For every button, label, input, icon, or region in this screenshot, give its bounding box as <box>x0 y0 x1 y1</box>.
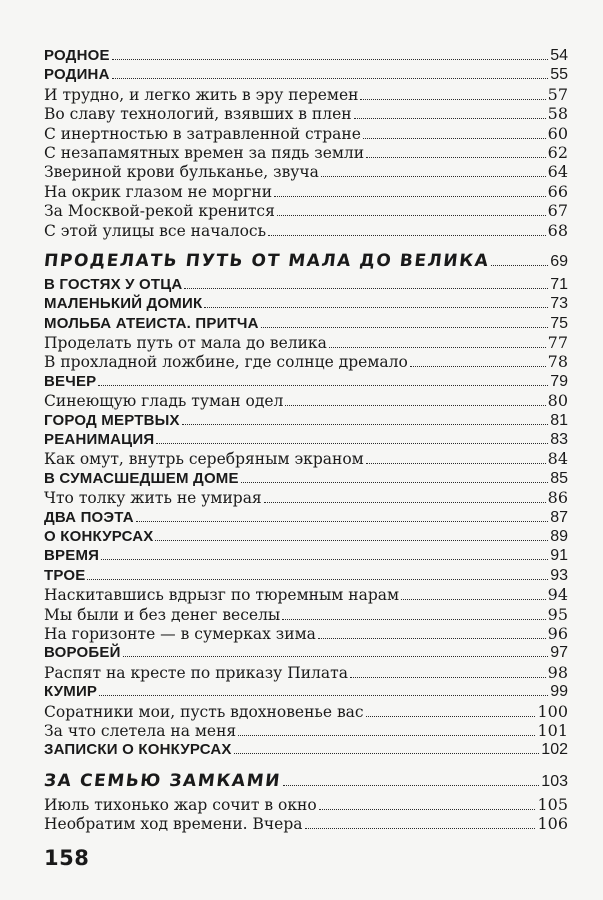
toc-entry <box>44 643 568 662</box>
toc-entry-title: На окрик глазом не моргни <box>44 182 273 201</box>
toc-section-heading <box>44 767 568 795</box>
dot-leader <box>360 99 545 100</box>
toc-entry <box>44 314 568 333</box>
dot-leader <box>354 118 546 119</box>
toc-entry <box>44 65 568 84</box>
toc-entry <box>44 221 568 240</box>
toc-entry <box>44 411 568 430</box>
toc-entry-page: 68 <box>547 220 568 240</box>
toc-entry-page: 94 <box>547 585 568 605</box>
toc-entry-title: ВЕЧЕР <box>44 372 97 390</box>
toc-entry-page: 89 <box>550 527 568 545</box>
dot-leader <box>112 78 549 79</box>
toc-entry-title: С инертностью в затравленной стране <box>44 124 361 143</box>
toc-entry-title: МОЛЬБА АТЕИСТА. ПРИТЧА <box>44 314 259 332</box>
dot-leader <box>112 59 549 60</box>
toc-entry-page: 99 <box>550 683 568 701</box>
toc-section-heading <box>44 247 568 275</box>
toc-entry-page: 102 <box>541 741 568 759</box>
toc-entry-title: Во славу технологий, взявших в плен <box>44 105 352 124</box>
toc-entry-page: 58 <box>547 104 568 124</box>
toc-entry <box>44 352 568 371</box>
dot-leader <box>319 809 536 810</box>
dot-leader <box>204 307 548 308</box>
toc-entry <box>44 508 568 527</box>
toc-entry-page: 75 <box>550 314 568 332</box>
toc-entry-page: 100 <box>537 701 568 721</box>
toc-entry-title: О КОНКУРСАХ <box>44 527 154 545</box>
dot-leader <box>318 638 546 639</box>
toc-entry-title: РОДНОЕ <box>44 47 110 64</box>
toc-entry-title: За что слетела на меня <box>44 721 237 740</box>
table-of-contents <box>44 46 568 833</box>
toc-entry <box>44 527 568 546</box>
toc-entry-title: Необратим ход времени. Вчера <box>44 815 303 834</box>
dot-leader <box>156 443 548 444</box>
toc-entry-page: 60 <box>547 123 568 143</box>
dot-leader <box>277 215 546 216</box>
toc-entry-page: 95 <box>547 604 568 624</box>
dot-leader <box>363 138 546 139</box>
dot-leader <box>264 502 546 503</box>
toc-entry-title: ГОРОД МЕРТВЫХ <box>44 411 180 429</box>
dot-leader <box>305 828 536 829</box>
toc-entry-page: 103 <box>541 772 568 790</box>
toc-entry-title: КУМИР <box>44 683 98 701</box>
toc-entry-page: 80 <box>547 391 568 411</box>
toc-entry <box>44 104 568 123</box>
dot-leader <box>136 521 548 522</box>
toc-entry-title: Что толку жить не умирая <box>44 489 262 508</box>
toc-entry-title: На горизонте — в сумерках зима <box>44 624 316 643</box>
page-number: 158 <box>44 846 90 870</box>
toc-entry-page: 79 <box>550 372 568 390</box>
toc-entry <box>44 430 568 449</box>
toc-entry <box>44 201 568 220</box>
toc-entry <box>44 162 568 181</box>
toc-entry-page: 101 <box>537 720 568 740</box>
toc-entry <box>44 391 568 410</box>
toc-entry-page: 97 <box>550 644 568 662</box>
toc-entry-title: МАЛЕНЬКИЙ ДОМИК <box>44 295 203 313</box>
dot-leader <box>268 235 546 236</box>
toc-entry-title: С этой улицы все началось <box>44 221 267 240</box>
toc-entry-title: В ГОСТЯХ У ОТЦА <box>44 275 183 293</box>
toc-entry <box>44 143 568 162</box>
toc-entry-title: ПРОДЕЛАТЬ ПУТЬ ОТ МАЛА ДО ВЕЛИКА <box>42 250 491 271</box>
toc-entry-page: 81 <box>550 411 568 429</box>
toc-entry-title: В СУМАСШЕДШЕМ ДОМЕ <box>44 469 239 487</box>
toc-entry-page: 98 <box>547 662 568 682</box>
dot-leader <box>261 327 549 328</box>
toc-entry-page: 87 <box>550 508 568 526</box>
toc-entry-title: ТРОЕ <box>44 566 86 584</box>
dot-leader <box>410 366 546 367</box>
toc-entry-title: С незапамятных времен за пядь земли <box>44 143 365 162</box>
toc-entry <box>44 702 568 721</box>
toc-entry-title: И трудно, и легко жить в эру перемен <box>44 85 359 104</box>
dot-leader <box>182 424 549 425</box>
toc-entry <box>44 275 568 294</box>
toc-entry-page: 67 <box>547 201 568 221</box>
toc-entry-page: 96 <box>547 623 568 643</box>
toc-entry-page: 85 <box>550 469 568 487</box>
toc-entry-page: 64 <box>547 162 568 182</box>
toc-entry-title: В прохладной ложбине, где солнце дремало <box>44 353 408 372</box>
toc-entry <box>44 182 568 201</box>
dot-leader <box>98 385 548 386</box>
toc-entry-page: 93 <box>550 566 568 584</box>
dot-leader <box>234 753 540 754</box>
toc-entry-title: Синеющую гладь туман одел <box>44 392 284 411</box>
toc-entry-page: 73 <box>550 295 568 313</box>
toc-entry <box>44 740 568 759</box>
toc-entry <box>44 449 568 468</box>
toc-entry-title: РЕАНИМАЦИЯ <box>44 431 155 449</box>
toc-entry-page: 86 <box>547 488 568 508</box>
dot-leader <box>329 347 546 348</box>
toc-entry-page: 57 <box>547 84 568 104</box>
dot-leader <box>99 695 548 696</box>
toc-entry-page: 83 <box>550 431 568 449</box>
toc-entry <box>44 814 568 833</box>
toc-entry-page: 66 <box>547 181 568 201</box>
dot-leader <box>155 540 548 541</box>
dot-leader <box>274 196 546 197</box>
toc-entry-title: Соратники мои, пусть вдохновенье вас <box>44 702 364 721</box>
toc-entry-title: Распят на кресте по приказу Пилата <box>44 663 348 682</box>
dot-leader <box>366 157 546 158</box>
dot-leader <box>285 405 545 406</box>
toc-entry-title: РОДИНА <box>44 66 110 84</box>
toc-entry-title: ЗАПИСКИ О КОНКУРСАХ <box>44 741 232 759</box>
dot-leader <box>401 599 546 600</box>
toc-entry <box>44 566 568 585</box>
toc-entry-title: ВОРОБЕЙ <box>44 644 121 662</box>
toc-entry-page: 54 <box>550 47 568 64</box>
toc-entry <box>44 85 568 104</box>
toc-entry <box>44 124 568 143</box>
toc-entry <box>44 721 568 740</box>
toc-entry-title: Как омут, внутрь серебряным экраном <box>44 450 364 469</box>
dot-leader <box>283 785 539 786</box>
dot-leader <box>366 463 546 464</box>
toc-entry-title: Мы были и без денег веселы <box>44 605 281 624</box>
toc-entry-title: Звериной крови бульканье, звуча <box>44 163 319 182</box>
toc-entry-page: 71 <box>550 275 568 293</box>
toc-entry-page: 106 <box>537 814 568 834</box>
toc-entry-page: 69 <box>550 252 568 270</box>
toc-entry <box>44 294 568 313</box>
toc-entry-title: ДВА ПОЭТА <box>44 508 134 526</box>
toc-entry-title: Наскитавшись вдрызг по тюремным нарам <box>44 586 400 605</box>
dot-leader <box>241 482 548 483</box>
dot-leader <box>350 677 546 678</box>
toc-entry <box>44 488 568 507</box>
dot-leader <box>123 656 549 657</box>
toc-entry-page: 77 <box>547 333 568 353</box>
toc-entry <box>44 333 568 352</box>
toc-entry-page: 78 <box>547 352 568 372</box>
dot-leader <box>491 265 548 266</box>
toc-entry <box>44 585 568 604</box>
toc-entry-title: Проделать путь от мала до велика <box>44 334 327 353</box>
dot-leader <box>184 288 548 289</box>
toc-entry <box>44 663 568 682</box>
toc-entry-title: ЗА СЕМЬЮ ЗАМКАМИ <box>42 770 283 791</box>
toc-entry <box>44 795 568 814</box>
toc-entry-page: 105 <box>537 794 568 814</box>
toc-entry-title: Июль тихонько жар сочит в окно <box>44 795 317 814</box>
toc-entry-title: За Москвой-рекой кренится <box>44 202 275 221</box>
toc-entry <box>44 546 568 565</box>
dot-leader <box>366 716 536 717</box>
dot-leader <box>101 559 548 560</box>
toc-entry-title: ВРЕМЯ <box>44 547 100 565</box>
dot-leader <box>238 735 535 736</box>
dot-leader <box>87 579 548 580</box>
toc-entry-page: 55 <box>550 66 568 84</box>
dot-leader <box>321 176 546 177</box>
toc-entry <box>44 605 568 624</box>
dot-leader <box>282 619 545 620</box>
toc-entry-page: 84 <box>547 449 568 469</box>
toc-entry <box>44 46 568 65</box>
toc-entry <box>44 469 568 488</box>
toc-entry <box>44 682 568 701</box>
toc-entry <box>44 372 568 391</box>
toc-entry <box>44 624 568 643</box>
toc-entry-page: 91 <box>550 547 568 565</box>
toc-entry-page: 62 <box>547 142 568 162</box>
